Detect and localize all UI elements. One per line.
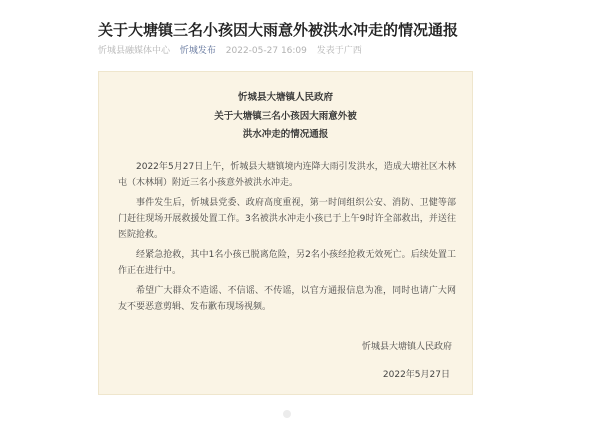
article-title: 关于大塘镇三名小孩因大雨意外被洪水冲走的情况通报 bbox=[98, 21, 459, 39]
notice-signature bbox=[362, 340, 452, 382]
notice-title-line-2: 洪水冲走的情况通报 bbox=[242, 129, 329, 140]
notice-paragraph: 2022年5月27日上午，忻城县大塘镇境内连降大雨引发洪水，造成大塘社区木林屯（木林垌）附近三名小孩意外被洪水冲走。 bbox=[118, 162, 456, 188]
publish-datetime: 2022-05-27 16:09 bbox=[225, 46, 307, 56]
notice-title-line-1: 关于大塘镇三名小孩因大雨意外被 bbox=[214, 110, 357, 122]
notice-card bbox=[98, 71, 473, 395]
signature-date: 2022年5月27日 bbox=[382, 370, 450, 380]
notice-body bbox=[118, 159, 456, 319]
notice-paragraph: 经紧急抢救，其中1名小孩已脱离危险，另2名小孩经抢救无效死亡。后续处置工作正在进行中。 bbox=[118, 250, 456, 276]
notice-header bbox=[99, 89, 472, 145]
account-link[interactable]: 忻城发布 bbox=[179, 46, 216, 56]
notice-paragraph: 事件发生后，忻城县党委、政府高度重视，第一时间组织公安、消防、卫健等部门赶往现场开展救援处置工作。3名被洪水冲走小孩已于上午9时许全部救出，并送往医院抢救。 bbox=[118, 198, 456, 240]
signature-org: 忻城县大塘镇人民政府 bbox=[361, 342, 452, 352]
notice-paragraph: 希望广大群众不造谣、不信谣、不传谣，以官方通报信息为准，同时也请广大网友不要恶意剪辑、发布歉布现场视频。 bbox=[118, 286, 456, 312]
scroll-indicator-dot bbox=[283, 410, 291, 418]
notice-issuer: 忻城县大塘镇人民政府 bbox=[237, 92, 333, 103]
author-name: 忻城县融媒体中心 bbox=[98, 46, 171, 56]
article-meta bbox=[98, 44, 369, 58]
publish-location: 发表于广西 bbox=[316, 46, 362, 56]
